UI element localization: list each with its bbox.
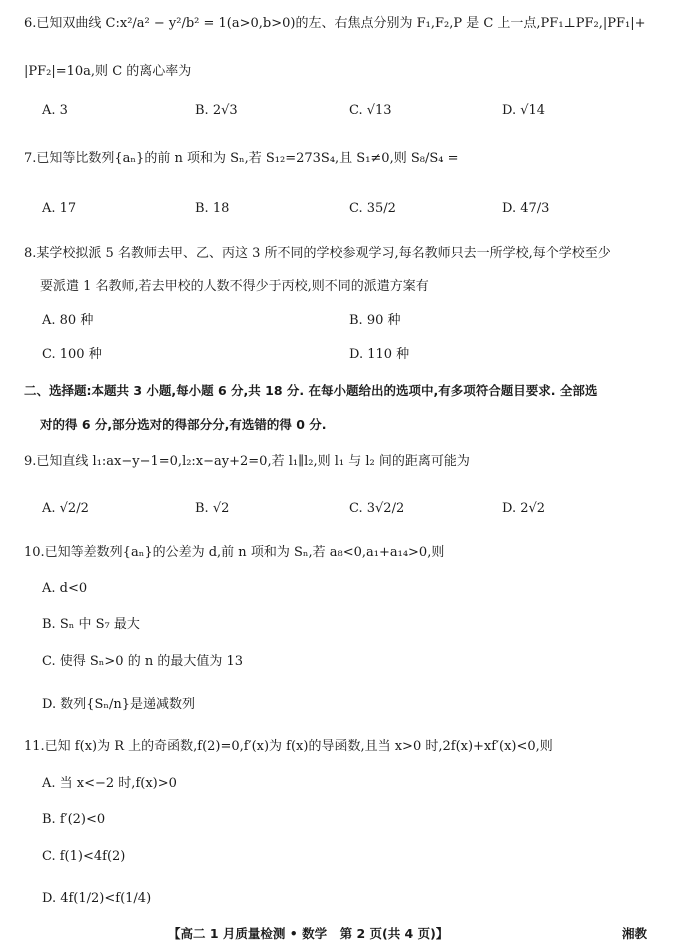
page-footer: 【高二 1 月质量检测 • 数学 第 2 页(共 4 页)】 bbox=[168, 926, 449, 941]
q6-stem-line2: |PF₂|=10a,则 C 的离心率为 bbox=[24, 64, 192, 79]
q6-stem-line1: 6.已知双曲线 C:x²/a² − y²/b² = 1(a>0,b>0)的左、右焦点分别为 F₁,F₂,P 是 C 上一点,PF₁⊥PF₂,|PF₁|+ bbox=[24, 16, 646, 31]
q6-option-c: C. √13 bbox=[349, 103, 392, 118]
publisher-label: 湘教 bbox=[622, 926, 648, 941]
q10-option-b: B. Sₙ 中 S₇ 最大 bbox=[42, 617, 140, 632]
q11-stem: 11.已知 f(x)为 R 上的奇函数,f(2)=0,f′(x)为 f(x)的导函数,且当 x>0 时,2f(x)+xf′(x)<0,则 bbox=[24, 739, 553, 754]
q11-option-a: A. 当 x<−2 时,f(x)>0 bbox=[42, 776, 177, 791]
q11-option-c: C. f(1)<4f(2) bbox=[42, 849, 126, 864]
q10-option-d: D. 数列{Sₙ/n}是递减数列 bbox=[42, 697, 196, 712]
q8-option-c: C. 100 种 bbox=[42, 347, 102, 362]
q8-option-a: A. 80 种 bbox=[42, 313, 94, 328]
section2-heading-line1: 二、选择题:本题共 3 小题,每小题 6 分,共 18 分. 在每小题给出的选项中,有多项符合题目要求. 全部选 bbox=[24, 383, 598, 398]
q8-option-b: B. 90 种 bbox=[349, 313, 401, 328]
q7-option-b: B. 18 bbox=[195, 201, 230, 216]
q6-option-b: B. 2√3 bbox=[195, 103, 238, 118]
q7-option-a: A. 17 bbox=[42, 201, 77, 216]
q11-option-d: D. 4f(1/2)<f(1/4) bbox=[42, 891, 152, 906]
q8-option-d: D. 110 种 bbox=[349, 347, 410, 362]
q8-stem-line2: 要派遣 1 名教师,若去甲校的人数不得少于丙校,则不同的派遣方案有 bbox=[40, 279, 429, 294]
q9-option-c: C. 3√2/2 bbox=[349, 501, 405, 516]
q10-stem: 10.已知等差数列{aₙ}的公差为 d,前 n 项和为 Sₙ,若 a₈<0,a₁+a₁₄>0,则 bbox=[24, 545, 445, 560]
q8-stem-line1: 8.某学校拟派 5 名教师去甲、乙、丙这 3 所不同的学校参观学习,每名教师只去一所学校,每个学校至少 bbox=[24, 246, 611, 261]
q6-option-d: D. √14 bbox=[502, 103, 546, 118]
q9-stem: 9.已知直线 l₁:ax−y−1=0,l₂:x−ay+2=0,若 l₁∥l₂,则 l₁ 与 l₂ 间的距离可能为 bbox=[24, 454, 470, 469]
q7-stem: 7.已知等比数列{aₙ}的前 n 项和为 Sₙ,若 S₁₂=273S₄,且 S₁≠0,则 S₈/S₄ = bbox=[24, 151, 459, 166]
q9-option-a: A. √2/2 bbox=[42, 501, 89, 516]
q9-option-d: D. 2√2 bbox=[502, 501, 546, 516]
q11-option-b: B. f′(2)<0 bbox=[42, 812, 106, 827]
q6-option-a: A. 3 bbox=[42, 103, 68, 118]
q10-option-c: C. 使得 Sₙ>0 的 n 的最大值为 13 bbox=[42, 654, 244, 669]
q10-option-a: A. d<0 bbox=[42, 581, 88, 596]
q7-option-c: C. 35/2 bbox=[349, 201, 396, 216]
q9-option-b: B. √2 bbox=[195, 501, 230, 516]
section2-heading-line2: 对的得 6 分,部分选对的得部分分,有选错的得 0 分. bbox=[40, 417, 327, 432]
q7-option-d: D. 47/3 bbox=[502, 201, 550, 216]
